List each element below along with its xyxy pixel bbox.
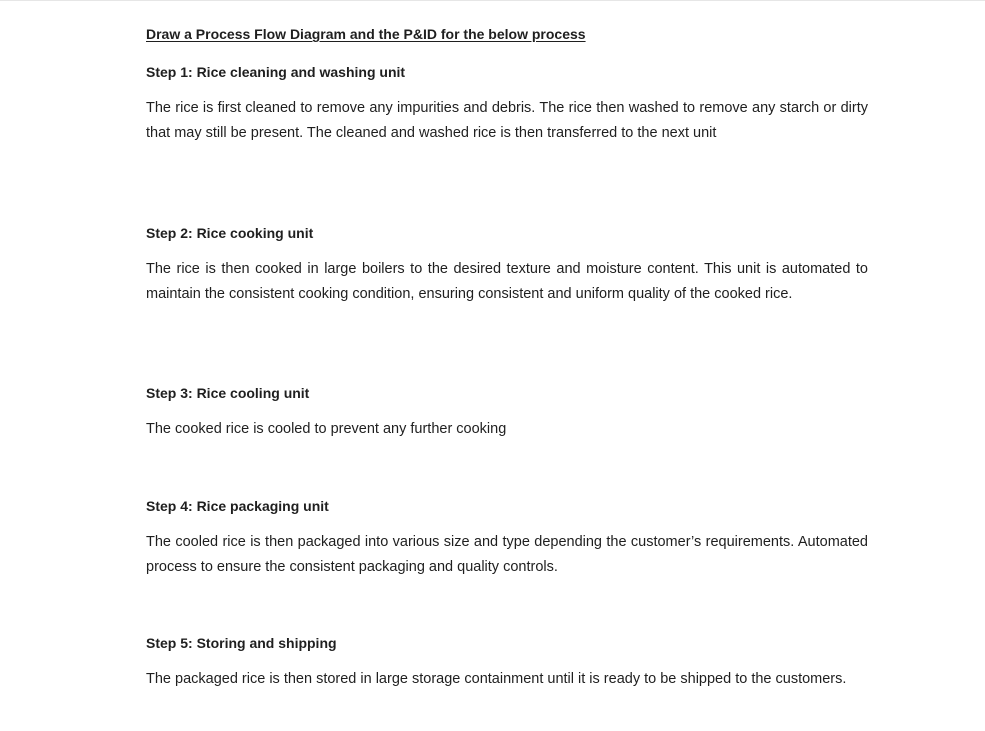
step-4-body: The cooled rice is then packaged into various size and type depending the customer’s requirements. Automated process to ensure the consistent packaging and quality controls.: [146, 534, 868, 575]
step-1: [146, 62, 868, 145]
step-2-body: The rice is then cooked in large boilers to the desired texture and moisture content. This unit is automated to maintain the consistent cooking condition, ensuring consistent and uniform quality of the cooked rice.: [146, 261, 868, 302]
step-3-heading: Step 3: Rice cooling unit: [146, 385, 310, 401]
step-4: [146, 496, 868, 579]
page-top-border: [0, 0, 985, 1]
step-3: [146, 383, 868, 442]
step-3-body: The cooked rice is cooled to prevent any further cooking: [146, 421, 507, 437]
step-2-heading: Step 2: Rice cooking unit: [146, 225, 314, 241]
step-2: [146, 223, 868, 306]
document-title: Draw a Process Flow Diagram and the P&ID for the below process: [146, 26, 586, 42]
step-5-body: The packaged rice is then stored in large storage containment until it is ready to be shipped to the customers.: [146, 671, 847, 687]
step-5-heading: Step 5: Storing and shipping: [146, 635, 337, 651]
step-4-heading: Step 4: Rice packaging unit: [146, 498, 329, 514]
step-5: [146, 633, 868, 692]
step-1-heading: Step 1: Rice cleaning and washing unit: [146, 64, 406, 80]
step-1-body: The rice is first cleaned to remove any impurities and debris. The rice then washed to remove any starch or dirty that may still be present. The cleaned and washed rice is then transferred to the next unit: [146, 100, 868, 141]
